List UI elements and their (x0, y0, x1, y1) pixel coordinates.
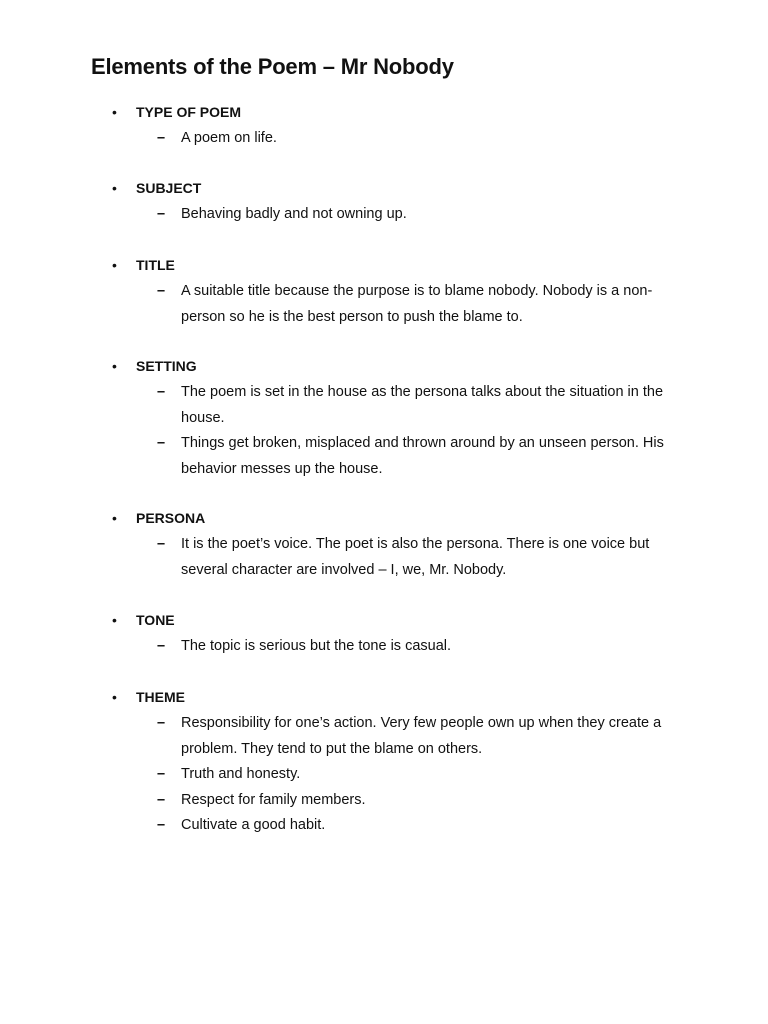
dash-icon: – (157, 435, 166, 451)
list-item-text: Respect for family members. (181, 791, 366, 808)
list-item-text: Responsibility for one’s action. Very few people own up when they create a problem. They tend to put the blame on others. (181, 715, 662, 757)
section-heading: TITLE (136, 257, 175, 273)
section-heading: TONE (136, 612, 175, 628)
bullet-icon: • (112, 612, 117, 628)
dash-icon: – (157, 283, 166, 299)
list-item-text: A poem on life. (181, 130, 277, 146)
list-item (112, 431, 712, 482)
dash-icon: – (157, 536, 166, 552)
bullet-icon: • (112, 180, 117, 196)
section-tone (112, 609, 712, 660)
list-item (112, 126, 712, 152)
list-item (112, 532, 712, 583)
section-heading: SETTING (136, 358, 197, 374)
list-item (112, 279, 712, 330)
list-item (112, 788, 712, 814)
list-item-text: The poem is set in the house as the persona talks about the situation in the house. (181, 384, 664, 426)
list-item (112, 634, 712, 660)
section-setting (112, 355, 712, 482)
dash-icon: – (157, 384, 166, 400)
list-item (112, 711, 712, 762)
bullet-icon: • (112, 689, 117, 705)
bullet-icon: • (112, 104, 117, 120)
list-item (112, 202, 712, 228)
list-item (112, 762, 712, 788)
section-theme (112, 686, 712, 839)
list-item-text: Things get broken, misplaced and thrown around by an unseen person. His behavior messes up the house. (181, 435, 664, 477)
section-subject (112, 177, 712, 228)
dash-icon: – (157, 715, 166, 731)
list-item-text: Cultivate a good habit. (181, 817, 326, 833)
bullet-icon: • (112, 257, 117, 273)
dash-icon: – (157, 791, 166, 808)
dash-icon: – (157, 638, 166, 654)
list-item-text: A suitable title because the purpose is to blame nobody. Nobody is a non-person so he is the best person to push the blame to. (181, 283, 653, 325)
dash-icon: – (157, 817, 166, 833)
section-heading: SUBJECT (136, 180, 202, 196)
dash-icon: – (157, 130, 166, 146)
dash-icon: – (157, 206, 166, 222)
list-item-text: It is the poet’s voice. The poet is also the persona. There is one voice but several character are involved – I, we, Mr. Nobody. (181, 536, 650, 578)
section-heading: TYPE OF POEM (136, 104, 242, 120)
bullet-icon: • (112, 510, 117, 526)
section-heading: PERSONA (136, 510, 206, 526)
dash-icon: – (157, 766, 166, 782)
list-item (112, 380, 712, 431)
list-item-text: Behaving badly and not owning up. (181, 206, 407, 222)
section-type-of-poem (112, 101, 712, 152)
list-item (112, 813, 712, 839)
section-heading: THEME (136, 689, 185, 705)
section-persona (112, 507, 712, 583)
list-item-text: Truth and honesty. (181, 766, 301, 782)
section-title (112, 254, 712, 330)
page-title: Elements of the Poem – Mr Nobody (91, 54, 454, 79)
bullet-icon: • (112, 358, 117, 374)
list-item-text: The topic is serious but the tone is casual. (181, 638, 452, 654)
